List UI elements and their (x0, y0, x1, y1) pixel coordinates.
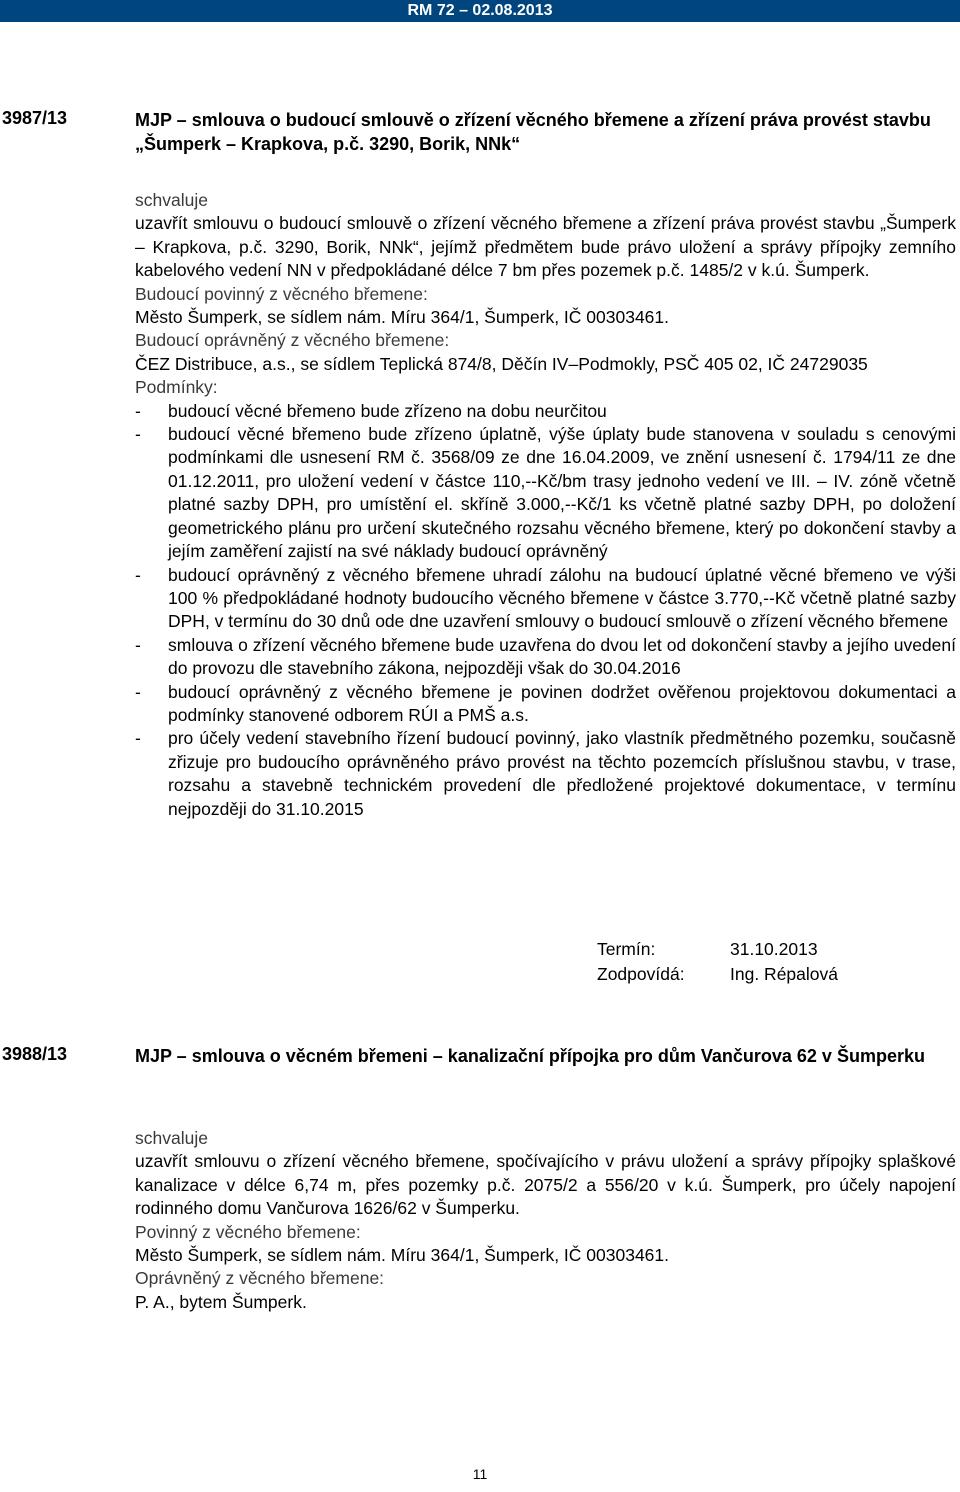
resolution-text: uzavřít smlouvu o budoucí smlouvě o zřízení věcného břemene a zřízení práva provést stavbu „Šumperk – Krapkova, p.č. 3290, Borik, NNk“, jejímž předmětem bude právo uložení a správy přípojky zemního kabelového vedení NN v předpokládané délce 7 bm přes pozemek p.č. 1485/2 v k.ú. Šumperk. (135, 213, 956, 281)
condition-item: - pro účely vedení stavebního řízení budoucí povinný, jako vlastník předmětného pozemku, současně zřizuje pro budoucího oprávněného právo provést na těchto pozemcích příslušnou stavbu, v trase, rozsahu a stavebně technickém provedení dle předložené projektové dokumentace, v termínu nejpozději do 31.10.2015 (135, 728, 956, 819)
condition-item: - budoucí oprávněný z věcného břemene je povinen dodržet ověřenou projektovou dokumentaci a podmínky stanovené odborem RÚI a PMŠ a.s. (135, 681, 956, 725)
entitled-label: Oprávněný z věcného břemene: (135, 1268, 385, 1289)
page-header: RM 72 – 02.08.2013 (0, 0, 960, 22)
resolution-text: uzavřít smlouvu o zřízení věcného břemene, spočívajícího v právu uložení a správy přípojky splaškové kanalizace v délce 6,74 m, přes pozemky p.č. 2075/2 a 556/20 v k.ú. Šumperk, pro účely napojení rodinného domu Vančurova 1626/62 v Šumperku. (135, 1151, 956, 1219)
entitled-party: ČEZ Distribuce, a.s., se sídlem Teplická 874/8, Děčín IV–Podmokly, PSČ 405 02, IČ 24729035 (135, 353, 868, 374)
condition-item: - budoucí oprávněný z věcného břemene uhradí zálohu na budoucí úplatné věcné břemeno ve výši 100 % předpokládané hodnoty budoucího věcného břemene v částce 3.770,--Kč včetně platné sazby DPH, v termínu do 30 dnů ode dne uzavření smlouvy o budoucí smlouvě o zřízení věcného břemene (135, 564, 956, 632)
obligated-party: Město Šumperk, se sídlem nám. Míru 364/1, Šumperk, IČ 00303461. (135, 1245, 669, 1266)
resolution-number: 3988/13 (2, 1044, 68, 1064)
obligated-label: Povinný z věcného břemene: (135, 1221, 361, 1242)
responsible-value: Ing. Répalová (730, 964, 838, 984)
conditions-label: Podmínky: (135, 377, 218, 398)
obligated-party: Město Šumperk, se sídlem nám. Míru 364/1, Šumperk, IČ 00303461. (135, 307, 669, 328)
condition-item: - budoucí věcné břemeno bude zřízeno úplatně, výše úplaty bude stanovena v souladu s cenovými podmínkami dle usnesení RM č. 3568/09 ze dne 16.04.2009, ve znění usnesení č. 1794/11 ze dne 01.12.2011, pro uložení vedení v částce 110,--Kč/bm trasy jednoho vedení ve III. – IV. zóně včetně platné sazby DPH, pro umístění el. skříně 3.000,--Kč/1 ks včetně platné sazby DPH, po doložení geometrického plánu pro určení skutečného rozsahu věcného břemene, který po dokončení stavby a jejím zaměření zajistí na své náklady budoucí oprávněný (135, 424, 956, 562)
resolution-body (135, 189, 956, 821)
verb-approves: schvaluje (135, 1128, 208, 1148)
responsible-label: Zodpovídá: (597, 964, 685, 984)
resolution-title: MJP – smlouva o budoucí smlouvě o zřízení věcného břemene a zřízení práva provést stavbu „Šumperk – Krapkova, p.č. 3290, Borik, NNk“ (135, 110, 931, 154)
signature-block (597, 937, 838, 987)
entitled-label: Budoucí oprávněný z věcného břemene: (135, 330, 450, 351)
verb-approves: schvaluje (135, 190, 208, 210)
resolution-body (135, 1127, 956, 1314)
term-label: Termín: (597, 939, 656, 959)
page-number: 11 (472, 1466, 488, 1482)
condition-item: - smlouva o zřízení věcného břemene bude uzavřena do dvou let od dokončení stavby a jejího uvedení do provozu dle stavebního zákona, nejpozději však do 30.04.2016 (135, 634, 956, 679)
condition-item: - budoucí věcné břemeno bude zřízeno na dobu neurčitou (135, 400, 607, 421)
resolution-title: MJP – smlouva o věcném břemeni – kanalizační přípojka pro dům Vančurova 62 v Šumperku (135, 1046, 925, 1066)
resolution-number: 3987/13 (2, 108, 68, 128)
term-value: 31.10.2013 (730, 939, 818, 959)
entitled-party: P. A., bytem Šumperk. (135, 1291, 307, 1312)
obligated-label: Budoucí povinný z věcného břemene: (135, 283, 428, 304)
